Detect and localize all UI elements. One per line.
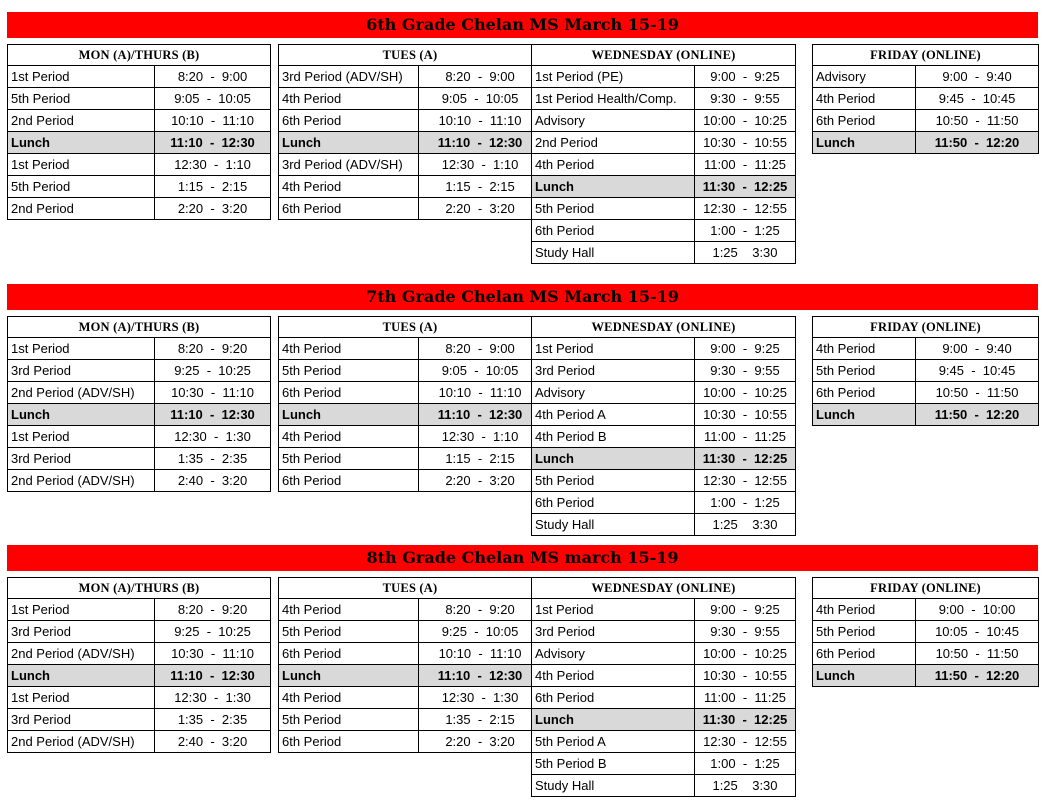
period-time: 12:30 - 12:55 bbox=[695, 198, 796, 220]
period-name: Study Hall bbox=[532, 775, 695, 797]
period-time: 1:00 - 1:25 bbox=[695, 492, 796, 514]
period-name: 4th Period bbox=[813, 88, 916, 110]
period-name: Advisory bbox=[813, 66, 916, 88]
period-time: 2:20 - 3:20 bbox=[155, 198, 271, 220]
period-row bbox=[279, 599, 542, 621]
period-row bbox=[8, 448, 271, 470]
lunch-row bbox=[8, 665, 271, 687]
period-time: 10:10 - 11:10 bbox=[419, 110, 542, 132]
period-row bbox=[8, 176, 271, 198]
period-name: 5th Period bbox=[279, 360, 419, 382]
schedule-table-mon-thurs bbox=[7, 44, 271, 220]
period-row bbox=[532, 514, 796, 536]
period-time: 1:25 3:30 bbox=[695, 514, 796, 536]
period-name: 6th Period bbox=[813, 643, 916, 665]
period-name: 3rd Period bbox=[8, 360, 155, 382]
day-header: WEDNESDAY (ONLINE) bbox=[532, 578, 796, 599]
period-time: 9:45 - 10:45 bbox=[916, 88, 1039, 110]
period-time: 11:10 - 12:30 bbox=[419, 132, 542, 154]
period-time: 12:30 - 1:30 bbox=[155, 426, 271, 448]
lunch-row bbox=[279, 132, 542, 154]
period-name: 3rd Period bbox=[8, 448, 155, 470]
period-time: 9:05 - 10:05 bbox=[155, 88, 271, 110]
period-time: 11:30 - 12:25 bbox=[695, 709, 796, 731]
period-time: 9:30 - 9:55 bbox=[695, 621, 796, 643]
period-name: 1st Period bbox=[8, 426, 155, 448]
period-name: 4th Period A bbox=[532, 404, 695, 426]
period-row bbox=[279, 643, 542, 665]
period-name: 2nd Period (ADV/SH) bbox=[8, 643, 155, 665]
period-name: Advisory bbox=[532, 110, 695, 132]
period-time: 1:35 - 2:35 bbox=[155, 448, 271, 470]
period-time: 8:20 - 9:20 bbox=[419, 599, 542, 621]
period-row bbox=[279, 426, 542, 448]
period-time: 12:30 - 1:30 bbox=[155, 687, 271, 709]
schedule-table-friday bbox=[812, 316, 1039, 426]
period-time: 11:30 - 12:25 bbox=[695, 448, 796, 470]
grade-schedule-title: 6th Grade Chelan MS March 15-19 bbox=[7, 12, 1038, 38]
period-time: 12:30 - 1:10 bbox=[419, 154, 542, 176]
lunch-row bbox=[279, 404, 542, 426]
period-time: 9:00 - 9:40 bbox=[916, 66, 1039, 88]
period-name: 1st Period bbox=[532, 338, 695, 360]
period-row bbox=[813, 599, 1039, 621]
period-time: 10:10 - 11:10 bbox=[155, 110, 271, 132]
period-time: 12:30 - 12:55 bbox=[695, 470, 796, 492]
grade-schedule-title: 8th Grade Chelan MS march 15-19 bbox=[7, 545, 1038, 571]
period-time: 1:00 - 1:25 bbox=[695, 220, 796, 242]
period-name: 5th Period bbox=[532, 198, 695, 220]
period-row bbox=[532, 132, 796, 154]
period-time: 2:40 - 3:20 bbox=[155, 731, 271, 753]
period-row bbox=[532, 753, 796, 775]
period-name: 2nd Period bbox=[8, 110, 155, 132]
period-time: 11:00 - 11:25 bbox=[695, 687, 796, 709]
period-name: 4th Period bbox=[279, 599, 419, 621]
period-row bbox=[279, 470, 542, 492]
period-time: 12:30 - 1:30 bbox=[419, 687, 542, 709]
period-row bbox=[8, 198, 271, 220]
period-time: 2:20 - 3:20 bbox=[419, 470, 542, 492]
schedule-table-tues bbox=[278, 577, 542, 753]
period-row bbox=[8, 470, 271, 492]
schedule-table-mon-thurs bbox=[7, 577, 271, 753]
period-name: 5th Period bbox=[532, 470, 695, 492]
period-name: 6th Period bbox=[813, 110, 916, 132]
period-row bbox=[8, 731, 271, 753]
period-name: 6th Period bbox=[813, 382, 916, 404]
period-time: 9:00 - 9:25 bbox=[695, 599, 796, 621]
period-time: 9:25 - 10:05 bbox=[419, 621, 542, 643]
period-row bbox=[532, 66, 796, 88]
period-time: 12:30 - 12:55 bbox=[695, 731, 796, 753]
period-time: 8:20 - 9:20 bbox=[155, 599, 271, 621]
period-name: 1st Period Health/Comp. bbox=[532, 88, 695, 110]
period-time: 11:10 - 12:30 bbox=[419, 404, 542, 426]
schedule-table-wednesday bbox=[531, 316, 796, 536]
period-row bbox=[279, 709, 542, 731]
period-name: Lunch bbox=[279, 132, 419, 154]
period-time: 11:00 - 11:25 bbox=[695, 154, 796, 176]
period-row bbox=[532, 198, 796, 220]
period-row bbox=[532, 404, 796, 426]
period-name: 4th Period bbox=[813, 338, 916, 360]
period-name: Lunch bbox=[8, 404, 155, 426]
period-row bbox=[813, 66, 1039, 88]
lunch-row bbox=[813, 132, 1039, 154]
period-name: 1st Period bbox=[8, 154, 155, 176]
schedule-table-mon-thurs bbox=[7, 316, 271, 492]
period-name: 5th Period bbox=[279, 621, 419, 643]
period-name: Study Hall bbox=[532, 514, 695, 536]
period-row bbox=[8, 338, 271, 360]
period-time: 9:30 - 9:55 bbox=[695, 88, 796, 110]
period-name: 5th Period bbox=[813, 360, 916, 382]
period-row bbox=[279, 198, 542, 220]
lunch-row bbox=[8, 132, 271, 154]
lunch-row bbox=[532, 709, 796, 731]
period-time: 1:35 - 2:15 bbox=[419, 709, 542, 731]
period-time: 1:25 3:30 bbox=[695, 775, 796, 797]
period-row bbox=[279, 448, 542, 470]
period-row bbox=[813, 643, 1039, 665]
period-name: 3rd Period bbox=[8, 621, 155, 643]
period-name: Lunch bbox=[8, 132, 155, 154]
period-row bbox=[279, 382, 542, 404]
day-header: MON (A)/THURS (B) bbox=[8, 578, 271, 599]
period-name: 2nd Period bbox=[532, 132, 695, 154]
period-row bbox=[8, 66, 271, 88]
period-time: 10:50 - 11:50 bbox=[916, 382, 1039, 404]
period-time: 11:50 - 12:20 bbox=[916, 132, 1039, 154]
period-name: 1st Period bbox=[8, 687, 155, 709]
period-name: 5th Period bbox=[8, 88, 155, 110]
period-row bbox=[8, 643, 271, 665]
period-time: 1:00 - 1:25 bbox=[695, 753, 796, 775]
period-row bbox=[279, 731, 542, 753]
grade-schedule-title: 7th Grade Chelan MS March 15-19 bbox=[7, 284, 1038, 310]
period-row bbox=[532, 775, 796, 797]
period-name: 4th Period bbox=[279, 338, 419, 360]
schedule-table-friday bbox=[812, 577, 1039, 687]
period-time: 9:05 - 10:05 bbox=[419, 360, 542, 382]
period-time: 10:00 - 10:25 bbox=[695, 643, 796, 665]
period-row bbox=[279, 360, 542, 382]
lunch-row bbox=[532, 176, 796, 198]
period-name: Advisory bbox=[532, 643, 695, 665]
period-row bbox=[8, 426, 271, 448]
period-name: 4th Period bbox=[279, 426, 419, 448]
day-header: FRIDAY (ONLINE) bbox=[813, 578, 1039, 599]
period-time: 11:10 - 12:30 bbox=[155, 404, 271, 426]
day-header: TUES (A) bbox=[279, 317, 542, 338]
period-row bbox=[532, 731, 796, 753]
period-name: Lunch bbox=[8, 665, 155, 687]
period-time: 9:00 - 10:00 bbox=[916, 599, 1039, 621]
period-name: 3rd Period (ADV/SH) bbox=[279, 154, 419, 176]
period-name: 4th Period bbox=[532, 665, 695, 687]
period-row bbox=[813, 382, 1039, 404]
period-row bbox=[813, 110, 1039, 132]
lunch-row bbox=[532, 448, 796, 470]
period-row bbox=[813, 88, 1039, 110]
period-time: 9:25 - 10:25 bbox=[155, 621, 271, 643]
period-row bbox=[532, 621, 796, 643]
period-name: 1st Period bbox=[532, 599, 695, 621]
period-time: 9:05 - 10:05 bbox=[419, 88, 542, 110]
period-row bbox=[279, 88, 542, 110]
period-time: 2:20 - 3:20 bbox=[419, 198, 542, 220]
period-time: 2:20 - 3:20 bbox=[419, 731, 542, 753]
period-name: 4th Period bbox=[279, 687, 419, 709]
period-time: 10:05 - 10:45 bbox=[916, 621, 1039, 643]
period-name: 2nd Period bbox=[8, 198, 155, 220]
period-time: 11:00 - 11:25 bbox=[695, 426, 796, 448]
period-time: 1:35 - 2:35 bbox=[155, 709, 271, 731]
period-row bbox=[532, 338, 796, 360]
period-name: Lunch bbox=[813, 132, 916, 154]
period-row bbox=[8, 110, 271, 132]
period-row bbox=[532, 426, 796, 448]
period-time: 10:10 - 11:10 bbox=[419, 382, 542, 404]
lunch-row bbox=[813, 404, 1039, 426]
period-name: 3rd Period (ADV/SH) bbox=[279, 66, 419, 88]
period-name: 5th Period B bbox=[532, 753, 695, 775]
period-name: 5th Period A bbox=[532, 731, 695, 753]
period-time: 8:20 - 9:20 bbox=[155, 338, 271, 360]
lunch-row bbox=[8, 404, 271, 426]
period-time: 12:30 - 1:10 bbox=[155, 154, 271, 176]
day-header: WEDNESDAY (ONLINE) bbox=[532, 317, 796, 338]
period-name: 6th Period bbox=[279, 382, 419, 404]
period-row bbox=[532, 492, 796, 514]
schedule-table-friday bbox=[812, 44, 1039, 154]
period-name: 1st Period bbox=[8, 599, 155, 621]
period-name: 5th Period bbox=[813, 621, 916, 643]
period-name: 1st Period bbox=[8, 338, 155, 360]
period-time: 1:15 - 2:15 bbox=[155, 176, 271, 198]
schedule-table-wednesday bbox=[531, 44, 796, 264]
period-time: 10:30 - 10:55 bbox=[695, 404, 796, 426]
day-header: MON (A)/THURS (B) bbox=[8, 45, 271, 66]
period-name: Lunch bbox=[532, 709, 695, 731]
period-row bbox=[8, 687, 271, 709]
period-time: 8:20 - 9:00 bbox=[419, 338, 542, 360]
period-row bbox=[279, 176, 542, 198]
period-row bbox=[8, 599, 271, 621]
period-name: Lunch bbox=[813, 404, 916, 426]
period-row bbox=[532, 242, 796, 264]
period-row bbox=[8, 360, 271, 382]
period-name: 5th Period bbox=[279, 448, 419, 470]
day-header: MON (A)/THURS (B) bbox=[8, 317, 271, 338]
day-header: TUES (A) bbox=[279, 578, 542, 599]
period-name: 4th Period bbox=[279, 88, 419, 110]
period-name: 4th Period bbox=[532, 154, 695, 176]
period-row bbox=[532, 599, 796, 621]
period-time: 11:50 - 12:20 bbox=[916, 665, 1039, 687]
period-name: Lunch bbox=[532, 448, 695, 470]
period-name: 3rd Period bbox=[532, 360, 695, 382]
period-time: 8:20 - 9:00 bbox=[155, 66, 271, 88]
period-row bbox=[8, 621, 271, 643]
period-name: 3rd Period bbox=[532, 621, 695, 643]
period-row bbox=[8, 154, 271, 176]
day-header: WEDNESDAY (ONLINE) bbox=[532, 45, 796, 66]
period-time: 10:00 - 10:25 bbox=[695, 110, 796, 132]
period-row bbox=[279, 338, 542, 360]
period-name: Lunch bbox=[279, 404, 419, 426]
period-row bbox=[532, 110, 796, 132]
period-name: 4th Period B bbox=[532, 426, 695, 448]
period-name: Advisory bbox=[532, 382, 695, 404]
day-header: FRIDAY (ONLINE) bbox=[813, 45, 1039, 66]
period-name: 2nd Period (ADV/SH) bbox=[8, 382, 155, 404]
period-row bbox=[813, 621, 1039, 643]
period-time: 9:25 - 10:25 bbox=[155, 360, 271, 382]
period-time: 10:50 - 11:50 bbox=[916, 643, 1039, 665]
period-time: 1:15 - 2:15 bbox=[419, 176, 542, 198]
period-row bbox=[279, 66, 542, 88]
period-name: 6th Period bbox=[279, 198, 419, 220]
period-row bbox=[813, 360, 1039, 382]
period-name: 2nd Period (ADV/SH) bbox=[8, 470, 155, 492]
period-time: 10:50 - 11:50 bbox=[916, 110, 1039, 132]
period-name: 6th Period bbox=[532, 220, 695, 242]
period-row bbox=[532, 360, 796, 382]
period-row bbox=[532, 154, 796, 176]
period-row bbox=[279, 687, 542, 709]
period-name: 1st Period (PE) bbox=[532, 66, 695, 88]
period-row bbox=[532, 220, 796, 242]
period-row bbox=[279, 621, 542, 643]
period-name: 2nd Period (ADV/SH) bbox=[8, 731, 155, 753]
period-row bbox=[532, 382, 796, 404]
schedule-table-wednesday bbox=[531, 577, 796, 797]
lunch-row bbox=[813, 665, 1039, 687]
day-header: FRIDAY (ONLINE) bbox=[813, 317, 1039, 338]
day-header: TUES (A) bbox=[279, 45, 542, 66]
period-time: 10:00 - 10:25 bbox=[695, 382, 796, 404]
period-name: Lunch bbox=[813, 665, 916, 687]
period-time: 2:40 - 3:20 bbox=[155, 470, 271, 492]
period-time: 11:10 - 12:30 bbox=[419, 665, 542, 687]
schedule-table-tues bbox=[278, 44, 542, 220]
period-time: 9:45 - 10:45 bbox=[916, 360, 1039, 382]
period-time: 10:30 - 11:10 bbox=[155, 382, 271, 404]
period-name: 6th Period bbox=[532, 492, 695, 514]
period-row bbox=[532, 687, 796, 709]
period-name: 6th Period bbox=[532, 687, 695, 709]
period-row bbox=[279, 110, 542, 132]
period-row bbox=[532, 470, 796, 492]
period-name: 5th Period bbox=[279, 709, 419, 731]
period-time: 12:30 - 1:10 bbox=[419, 426, 542, 448]
period-name: 6th Period bbox=[279, 643, 419, 665]
period-name: 3rd Period bbox=[8, 709, 155, 731]
period-time: 10:30 - 10:55 bbox=[695, 132, 796, 154]
period-name: 6th Period bbox=[279, 470, 419, 492]
period-time: 1:15 - 2:15 bbox=[419, 448, 542, 470]
period-time: 11:10 - 12:30 bbox=[155, 132, 271, 154]
period-time: 9:00 - 9:25 bbox=[695, 66, 796, 88]
period-row bbox=[813, 338, 1039, 360]
period-time: 10:10 - 11:10 bbox=[419, 643, 542, 665]
period-time: 11:50 - 12:20 bbox=[916, 404, 1039, 426]
schedule-table-tues bbox=[278, 316, 542, 492]
lunch-row bbox=[279, 665, 542, 687]
period-time: 1:25 3:30 bbox=[695, 242, 796, 264]
period-name: 6th Period bbox=[279, 110, 419, 132]
period-time: 9:00 - 9:25 bbox=[695, 338, 796, 360]
period-name: 4th Period bbox=[279, 176, 419, 198]
period-time: 11:10 - 12:30 bbox=[155, 665, 271, 687]
period-name: 6th Period bbox=[279, 731, 419, 753]
period-row bbox=[8, 382, 271, 404]
period-time: 10:30 - 11:10 bbox=[155, 643, 271, 665]
period-name: Study Hall bbox=[532, 242, 695, 264]
period-time: 8:20 - 9:00 bbox=[419, 66, 542, 88]
period-time: 9:30 - 9:55 bbox=[695, 360, 796, 382]
period-row bbox=[532, 88, 796, 110]
period-name: 4th Period bbox=[813, 599, 916, 621]
period-row bbox=[532, 643, 796, 665]
period-name: Lunch bbox=[532, 176, 695, 198]
period-name: Lunch bbox=[279, 665, 419, 687]
period-time: 11:30 - 12:25 bbox=[695, 176, 796, 198]
period-time: 9:00 - 9:40 bbox=[916, 338, 1039, 360]
period-name: 5th Period bbox=[8, 176, 155, 198]
period-time: 10:30 - 10:55 bbox=[695, 665, 796, 687]
period-name: 1st Period bbox=[8, 66, 155, 88]
period-row bbox=[532, 665, 796, 687]
period-row bbox=[8, 88, 271, 110]
period-row bbox=[279, 154, 542, 176]
period-row bbox=[8, 709, 271, 731]
